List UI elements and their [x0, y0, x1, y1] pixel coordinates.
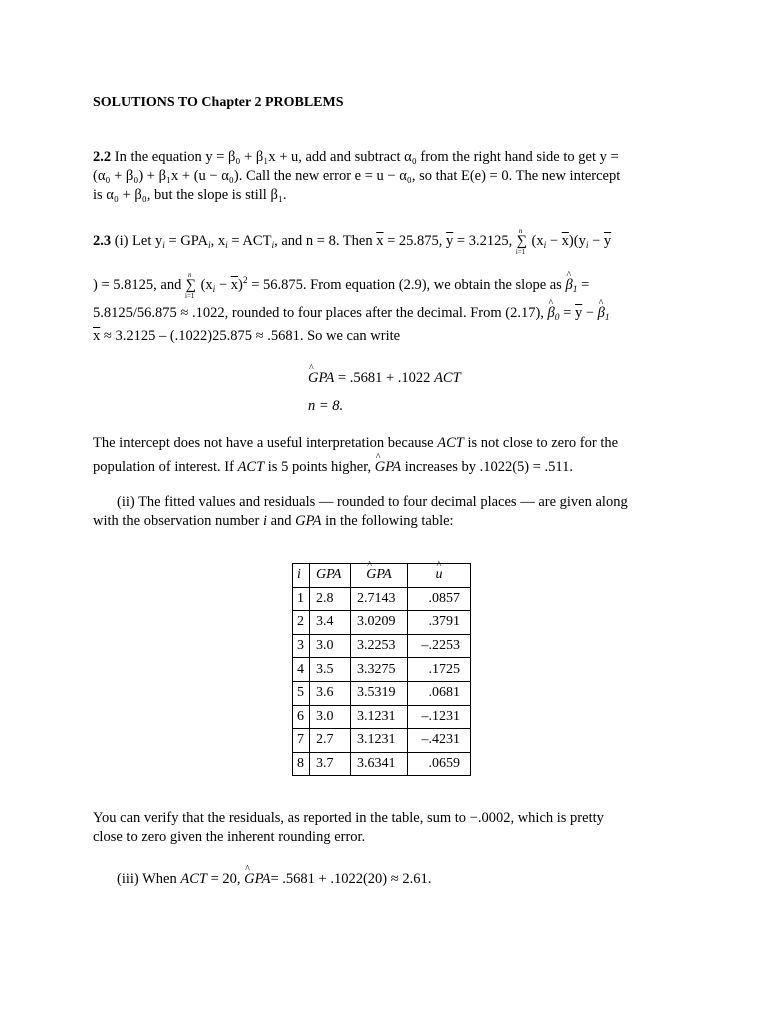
- beta-0-hat: ^ $\beta_0$: [548, 304, 560, 327]
- problem-2-2-line-2: (α₀ + β₀) + β₁x + (u − α₀). Call the new error e = u − α₀, so that E(e) = 0. The new intercept: [93, 168, 621, 184]
- part-ii-line-1: (ii) The fitted values and residuals — rounded to four decimal places — are given along: [117, 494, 628, 510]
- verify-line-2: close to zero given the inherent rounding error.: [93, 829, 366, 845]
- gpa-hat: ^ GPA: [244, 870, 270, 888]
- summation-symbol: ∑ n i=1: [184, 271, 197, 300]
- text-fragment: = 3.2125,: [453, 233, 516, 249]
- subscript-i: i: [212, 285, 216, 295]
- part-ii-line-2: [93, 512, 454, 530]
- cell-gpa: 2.7: [310, 729, 351, 753]
- y-bar: $\overline{y}$: [446, 233, 454, 249]
- text-fragment: =: [577, 277, 590, 293]
- superscript-2: 2: [242, 276, 248, 286]
- cell-residual: –.4231: [408, 729, 471, 753]
- text-fragment: −: [215, 277, 231, 293]
- subscript-i: i: [225, 241, 228, 251]
- cell-residual: .0857: [408, 587, 471, 611]
- text-fragment: = 25.875,: [383, 233, 447, 249]
- cell-residual: .0681: [408, 681, 471, 705]
- problem-2-3-line-1: [93, 227, 612, 256]
- text-fragment: ACT: [237, 459, 265, 475]
- cell-i: 7: [293, 729, 310, 753]
- verify-line-1: You can verify that the residuals, as reported in the table, sum to −.0002, which is pretty: [93, 810, 604, 826]
- cell-gpa-fitted: 3.0209: [351, 611, 408, 635]
- cell-i: 4: [293, 658, 310, 682]
- cell-i: 6: [293, 705, 310, 729]
- cell-i: 8: [293, 752, 310, 776]
- text-fragment: in the following table:: [321, 513, 454, 529]
- table-row: [293, 729, 471, 753]
- text-fragment: (x: [196, 277, 213, 293]
- cell-residual: .3791: [408, 611, 471, 635]
- x-bar: $\overline{x}$: [561, 233, 569, 249]
- y-bar: $\overline{y}$: [603, 233, 612, 249]
- cell-gpa-fitted: 3.6341: [351, 752, 408, 776]
- text-fragment: i: [262, 513, 267, 529]
- beta-1-hat: ^ $\beta_1$: [598, 304, 610, 327]
- text-fragment: = 20,: [206, 871, 245, 887]
- residuals-table-body: [293, 564, 471, 776]
- problem-2-3-line-2: [93, 272, 589, 299]
- header-u-hat: [408, 564, 471, 588]
- subscript-i: i: [271, 241, 275, 251]
- cell-gpa-fitted: 3.3275: [351, 658, 408, 682]
- text-fragment: = .5681 + .1022(20) ≈ 2.61.: [270, 871, 432, 887]
- text-fragment: n = 8.: [308, 398, 344, 414]
- cell-i: 2: [293, 611, 310, 635]
- text-fragment: = .5681 + .1022: [334, 370, 435, 386]
- text-fragment: population of interest. If: [93, 459, 238, 475]
- subscript-i: i: [162, 241, 165, 251]
- cell-gpa: 3.6: [310, 681, 351, 705]
- text-fragment: The intercept does not have a useful interpretation because: [93, 435, 438, 451]
- interpretation-line-2: [93, 458, 573, 476]
- text-fragment: ACT: [180, 871, 207, 887]
- header-gpa-hat: [351, 564, 408, 588]
- beta-1-hat: ^ $\beta_1$: [565, 276, 577, 299]
- cell-i: 1: [293, 587, 310, 611]
- subscript-i: i: [585, 241, 589, 251]
- interpretation-line-1: [93, 434, 618, 452]
- table-row: [293, 752, 471, 776]
- text-fragment: and: [266, 513, 296, 529]
- text-fragment: GPA: [295, 513, 322, 529]
- problem-2-3-line-4: [93, 327, 400, 345]
- cell-i: 5: [293, 681, 310, 705]
- cell-gpa-fitted: 2.7143: [351, 587, 408, 611]
- sample-size: [308, 397, 343, 415]
- cell-gpa-fitted: 3.5319: [351, 681, 408, 705]
- page-title: SOLUTIONS TO Chapter 2 PROBLEMS: [93, 95, 344, 110]
- cell-residual: –.1231: [408, 705, 471, 729]
- text-fragment: =: [559, 305, 575, 321]
- table-row: [293, 634, 471, 658]
- header-gpa: GPA: [310, 564, 351, 588]
- table-row: [293, 611, 471, 635]
- header-gpa-hat-text: ^ GPA: [366, 564, 391, 586]
- text-fragment: = 56.875. From equation (2.9), we obtain the slope as: [247, 277, 566, 293]
- text-fragment: −: [588, 233, 604, 249]
- cell-gpa: 3.0: [310, 705, 351, 729]
- subscript-i: i: [208, 241, 211, 251]
- cell-residual: .0659: [408, 752, 471, 776]
- text-fragment: = GPA: [164, 233, 209, 249]
- gpa-hat: ^ GPA: [308, 369, 334, 387]
- x-bar: $\overline{x}$: [230, 277, 238, 293]
- text-fragment: with the observation number: [93, 513, 263, 529]
- header-i: i: [293, 564, 310, 588]
- cell-gpa-fitted: 3.1231: [351, 729, 408, 753]
- table-row: [293, 705, 471, 729]
- cell-gpa: 2.8: [310, 587, 351, 611]
- problem-2-2-line-1: [93, 148, 619, 166]
- text-fragment: ) = 5.8125, and: [93, 277, 185, 293]
- summation-symbol: ∑ n i=1: [515, 227, 528, 256]
- problem-2-2-label: 2.2: [93, 149, 112, 165]
- text-fragment: , x: [210, 233, 226, 249]
- cell-gpa-fitted: 3.2253: [351, 634, 408, 658]
- cell-residual: –.2253: [408, 634, 471, 658]
- text-fragment: (iii) When: [117, 871, 181, 887]
- subscript-i: i: [543, 241, 547, 251]
- cell-i: 3: [293, 634, 310, 658]
- part-iii-line: [117, 870, 431, 888]
- regression-equation: [308, 369, 461, 387]
- text-fragment: )(y: [568, 233, 586, 249]
- text-fragment: ≈ 3.2125 – (.1022)25.875 ≈ .5681. So we can write: [100, 328, 401, 344]
- text-fragment: increases by .1022(5) = .511.: [401, 459, 574, 475]
- text-fragment: is 5 points higher,: [264, 459, 375, 475]
- cell-gpa: 3.0: [310, 634, 351, 658]
- text-fragment: 5.8125/56.875 ≈ .1022, rounded to four places after the decimal. From (2.17),: [93, 305, 548, 321]
- y-bar: $\overline{y}$: [574, 305, 583, 321]
- text-fragment: ): [238, 277, 243, 293]
- x-bar: $\overline{x}$: [376, 233, 384, 249]
- cell-gpa: 3.5: [310, 658, 351, 682]
- problem-2-2-line-3: is α₀ + β₀, but the slope is still β₁.: [93, 187, 287, 203]
- text-fragment: −: [582, 305, 598, 321]
- text-fragment: ACT: [434, 370, 461, 386]
- x-bar: $\overline{x}$: [93, 328, 101, 344]
- header-u-hat-text: ^ u: [436, 564, 443, 586]
- table-row: [293, 658, 471, 682]
- text-fragment: (i) Let y: [114, 233, 163, 249]
- cell-residual: .1725: [408, 658, 471, 682]
- table-row: [293, 681, 471, 705]
- problem-2-3-label: 2.3: [93, 233, 112, 249]
- problem-2-2-text-1: In the equation y = β₀ + β₁x + u, add and subtract α₀ from the right hand side to get y =: [114, 149, 619, 165]
- cell-gpa-fitted: 3.1231: [351, 705, 408, 729]
- problem-2-3-line-3: [93, 304, 610, 327]
- text-fragment: , and n = 8. Then: [274, 233, 377, 249]
- cell-gpa: 3.7: [310, 752, 351, 776]
- table-row: [293, 587, 471, 611]
- text-fragment: ACT: [437, 435, 464, 451]
- text-fragment: −: [546, 233, 562, 249]
- text-fragment: = ACT: [227, 233, 272, 249]
- cell-gpa: 3.4: [310, 611, 351, 635]
- gpa-hat: ^ GPA: [375, 458, 401, 476]
- table-header-row: [293, 564, 471, 588]
- residuals-table: [292, 563, 471, 776]
- text-fragment: (x: [527, 233, 544, 249]
- text-fragment: is not close to zero for the: [463, 435, 619, 451]
